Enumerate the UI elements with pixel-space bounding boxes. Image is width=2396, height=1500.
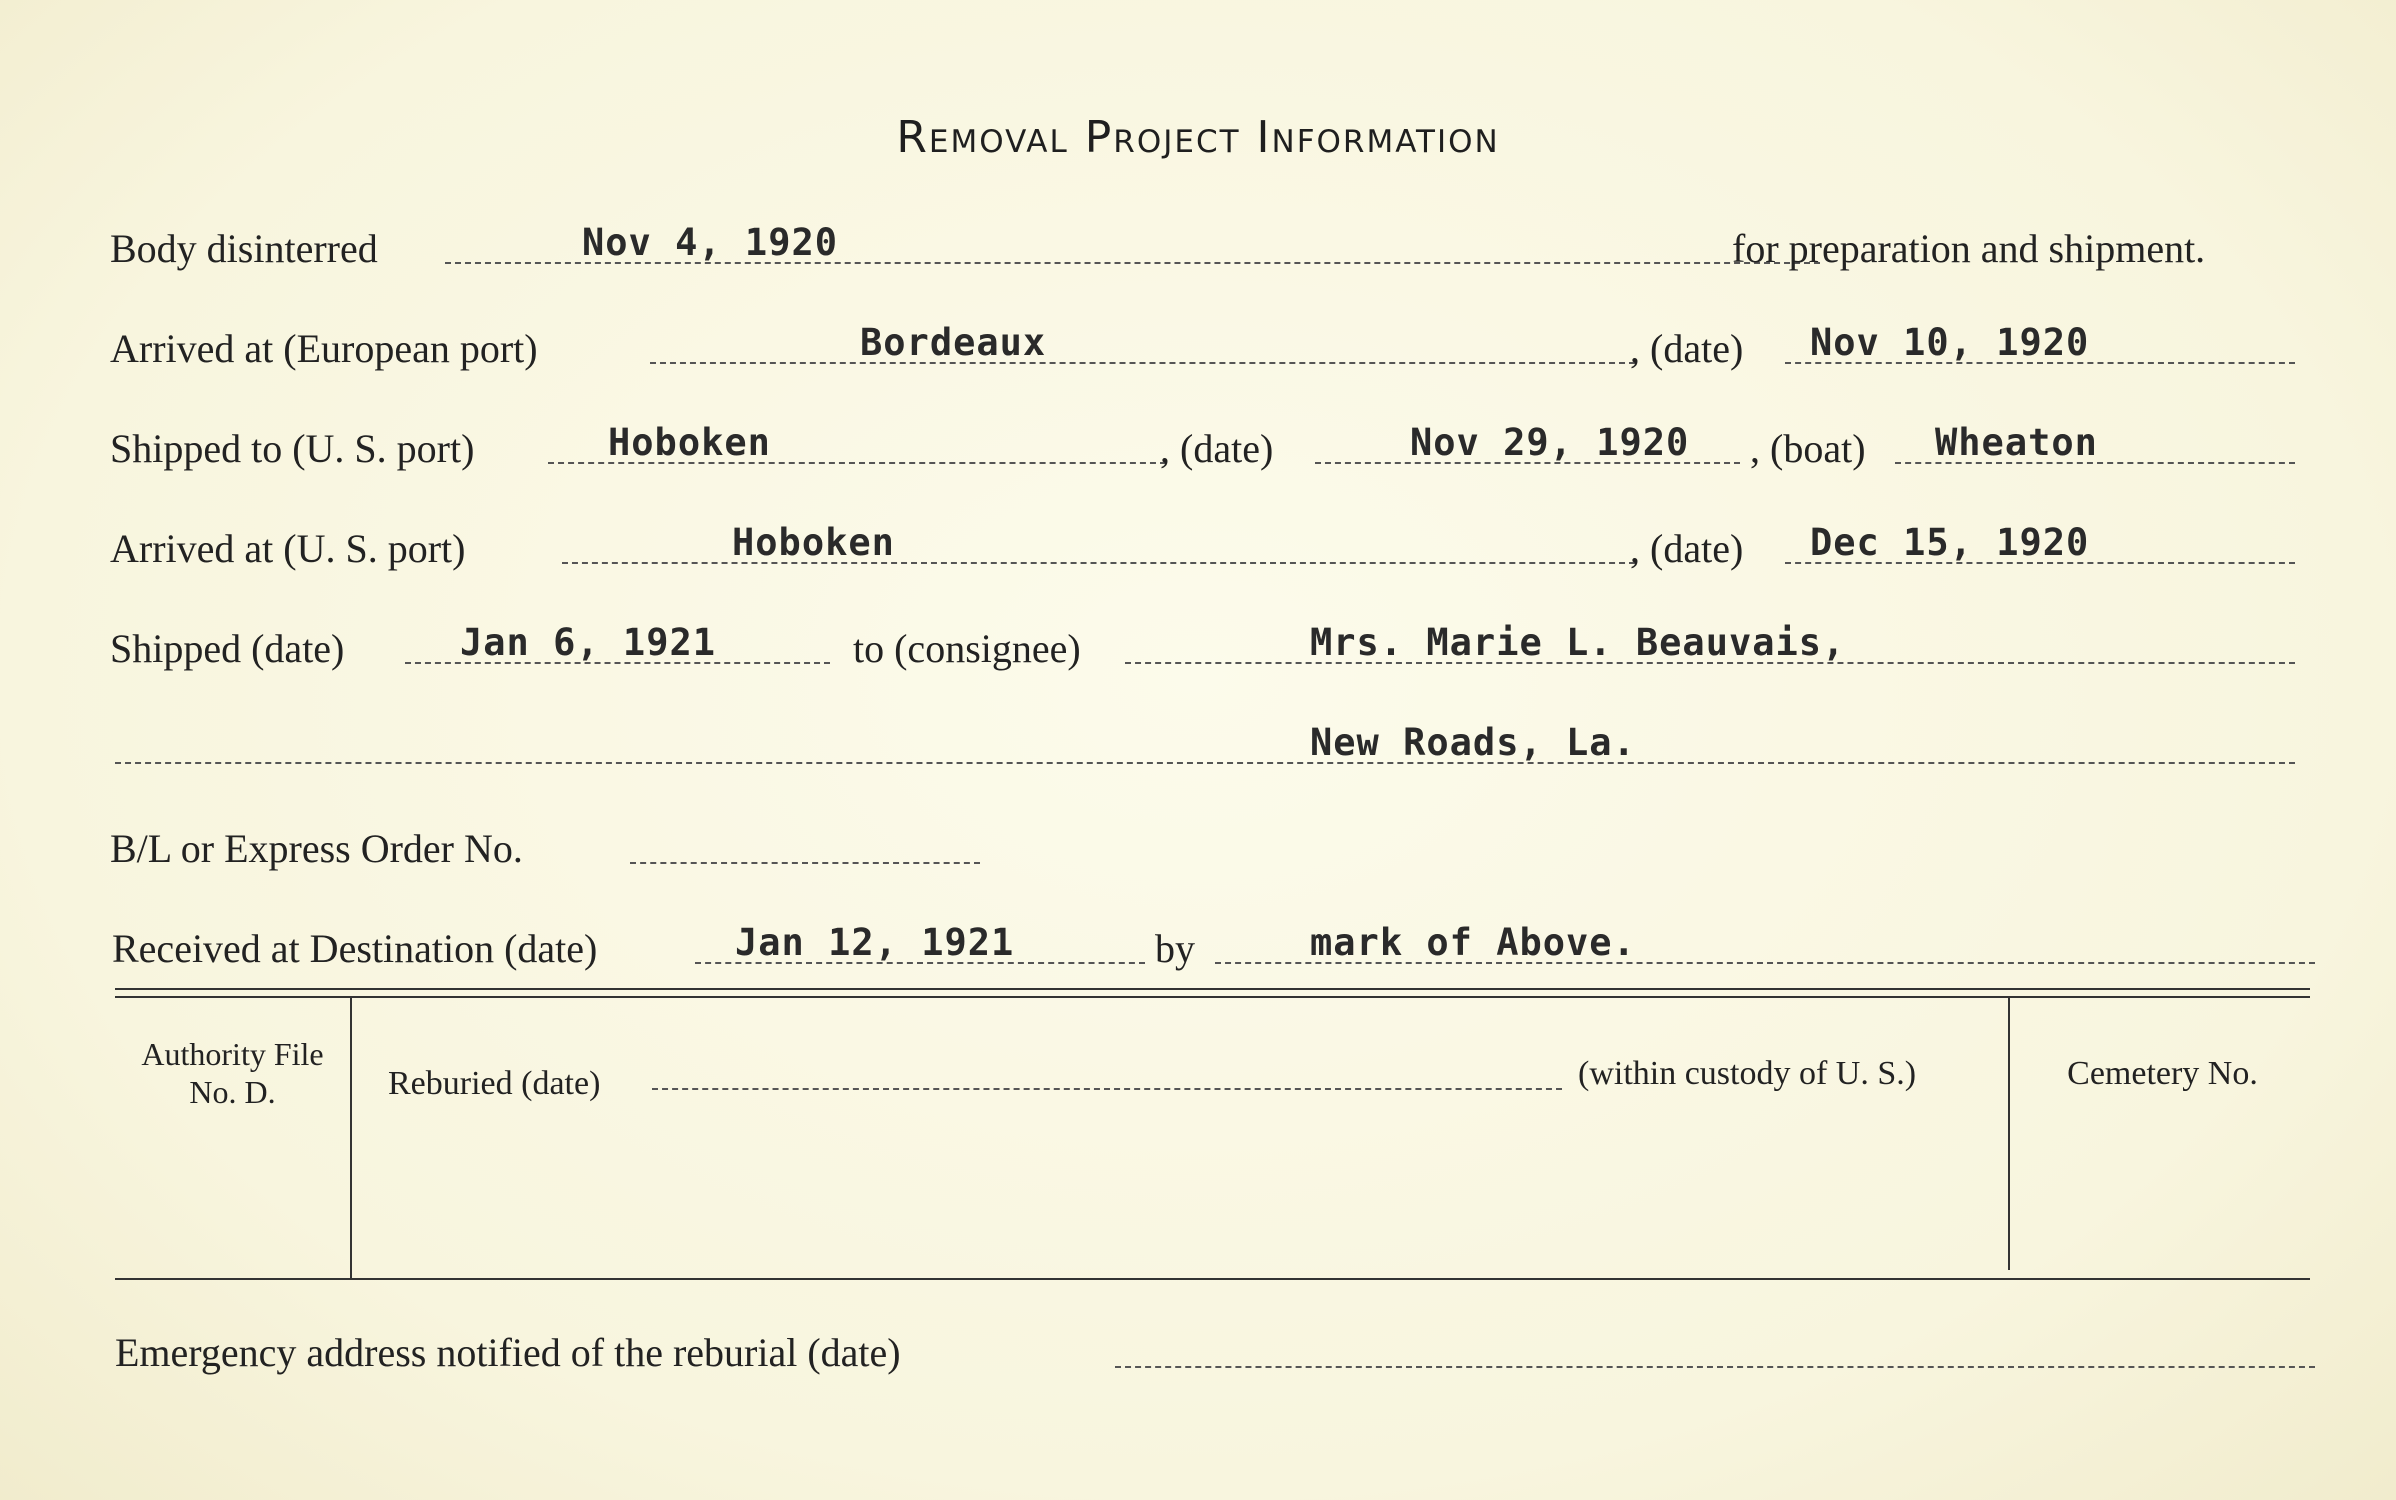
emergency-label: Emergency address notified of the reburial (date) bbox=[115, 1330, 901, 1375]
bl-label: B/L or Express Order No. bbox=[110, 826, 523, 871]
custody-label: (within custody of U. S.) bbox=[1578, 1055, 1917, 1092]
shipped-label: Shipped (date) bbox=[110, 626, 345, 671]
row-bl bbox=[110, 818, 2310, 878]
row-arrived-european bbox=[110, 318, 2310, 378]
shipped-us-date-label: , (date) bbox=[1160, 426, 1274, 471]
arrived-us-date[interactable]: Dec 15, 1920 bbox=[1810, 521, 2090, 564]
arrived-us-label: Arrived at (U. S. port) bbox=[110, 526, 466, 571]
consignee-address[interactable]: New Roads, La. bbox=[1310, 721, 1636, 764]
box-divider-left bbox=[350, 998, 352, 1278]
page-title: Removal Project Information bbox=[896, 112, 1500, 163]
received-by-label: by bbox=[1155, 926, 1195, 971]
bl-line bbox=[630, 862, 980, 864]
row-disinterred bbox=[110, 218, 2310, 278]
shipped-us-boat-label: , (boat) bbox=[1750, 426, 1866, 471]
row-emergency bbox=[110, 1322, 2310, 1382]
shipped-us-boat[interactable]: Wheaton bbox=[1935, 421, 2098, 464]
shipped-us-date[interactable]: Nov 29, 1920 bbox=[1410, 421, 1690, 464]
reburied-label: Reburied (date) bbox=[388, 1065, 601, 1102]
received-by[interactable]: mark of Above. bbox=[1310, 921, 1636, 964]
authority-file-label: Authority File No. D. bbox=[141, 1036, 324, 1110]
arrived-eu-date-label: , (date) bbox=[1630, 326, 1744, 371]
disinterred-label: Body disinterred bbox=[110, 226, 378, 271]
shipped-to-label: to (consignee) bbox=[853, 626, 1081, 671]
received-label: Received at Destination (date) bbox=[112, 926, 598, 971]
emergency-line bbox=[1115, 1366, 2315, 1368]
disinterred-suffix: for preparation and shipment. bbox=[1732, 226, 2206, 271]
received-date[interactable]: Jan 12, 1921 bbox=[735, 921, 1015, 964]
shipped-date[interactable]: Jan 6, 1921 bbox=[460, 621, 717, 664]
arrived-us-date-label: , (date) bbox=[1630, 526, 1744, 571]
disinterred-date[interactable]: Nov 4, 1920 bbox=[582, 221, 839, 264]
shipped-us-label: Shipped to (U. S. port) bbox=[110, 426, 475, 471]
row-shipped-us bbox=[110, 418, 2310, 478]
reburied-line bbox=[652, 1088, 1562, 1090]
consignee-name[interactable]: Mrs. Marie L. Beauvais, bbox=[1310, 621, 1846, 664]
arrived-us-port-line bbox=[562, 562, 1635, 564]
box-bottom-rule bbox=[115, 1278, 2310, 1280]
arrived-eu-port[interactable]: Bordeaux bbox=[860, 321, 1047, 364]
cemetery-no-label: Cemetery No. bbox=[2067, 1055, 2258, 1092]
row-shipped bbox=[110, 618, 2310, 678]
shipped-us-port[interactable]: Hoboken bbox=[608, 421, 771, 464]
box-divider-right bbox=[2008, 998, 2010, 1270]
arrived-eu-label: Arrived at (European port) bbox=[110, 326, 538, 371]
row-consignee-address bbox=[110, 718, 2310, 778]
arrived-eu-date[interactable]: Nov 10, 1920 bbox=[1810, 321, 2090, 364]
arrived-eu-port-line bbox=[650, 362, 1635, 364]
box-top-rule-2 bbox=[115, 996, 2310, 998]
address-line bbox=[115, 762, 2295, 764]
box-top-rule-1 bbox=[115, 988, 2310, 990]
arrived-us-port[interactable]: Hoboken bbox=[732, 521, 895, 564]
row-arrived-us bbox=[110, 518, 2310, 578]
row-received bbox=[110, 918, 2310, 978]
